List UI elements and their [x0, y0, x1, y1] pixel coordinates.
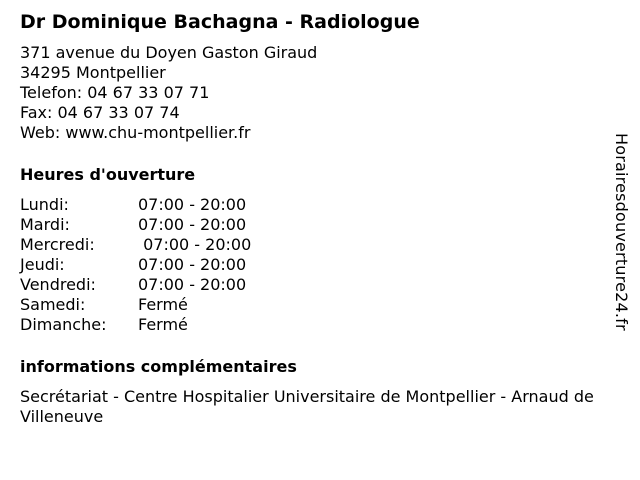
- hours-value: 07:00 - 20:00: [138, 215, 247, 234]
- day-label: Dimanche:: [20, 315, 107, 334]
- hours-value: 07:00 - 20:00: [138, 235, 252, 254]
- hours-row-mardi: [20, 215, 615, 235]
- day-label: Lundi:: [20, 195, 69, 214]
- opening-hours-table: [20, 195, 615, 335]
- street-address: 371 avenue du Doyen Gaston Giraud: [20, 43, 318, 62]
- hours-row-vendredi: [20, 275, 615, 295]
- additional-info-text: Secrétariat - Centre Hospitalier Universitaire de Montpellier - Arnaud de Villeneuve: [20, 387, 594, 426]
- hours-row-mercredi: [20, 235, 615, 255]
- city-address: 34295 Montpellier: [20, 63, 166, 82]
- day-label: Samedi:: [20, 295, 86, 314]
- hours-value: Fermé: [138, 295, 188, 314]
- page-title: Dr Dominique Bachagna - Radiologue: [20, 11, 420, 33]
- hours-value: Fermé: [138, 315, 188, 334]
- hours-row-dimanche: [20, 315, 615, 335]
- brand-watermark: Horairesdouverture24.fr: [612, 133, 631, 331]
- hours-value: 07:00 - 20:00: [138, 255, 247, 274]
- day-label: Mercredi:: [20, 235, 95, 254]
- opening-hours-heading: Heures d'ouverture: [20, 165, 196, 184]
- day-label: Jeudi:: [20, 255, 65, 274]
- day-label: Mardi:: [20, 215, 70, 234]
- website-link[interactable]: Web: www.chu-montpellier.fr: [20, 123, 251, 142]
- fax-number: Fax: 04 67 33 07 74: [20, 103, 180, 122]
- phone-number: Telefon: 04 67 33 07 71: [20, 83, 210, 102]
- hours-value: 07:00 - 20:00: [138, 195, 247, 214]
- hours-row-jeudi: [20, 255, 615, 275]
- additional-info-heading: informations complémentaires: [20, 357, 297, 376]
- contact-block: [20, 43, 615, 143]
- practice-card: [20, 10, 615, 427]
- hours-row-samedi: [20, 295, 615, 315]
- day-label: Vendredi:: [20, 275, 96, 294]
- hours-row-lundi: [20, 195, 615, 215]
- hours-value: 07:00 - 20:00: [138, 275, 247, 294]
